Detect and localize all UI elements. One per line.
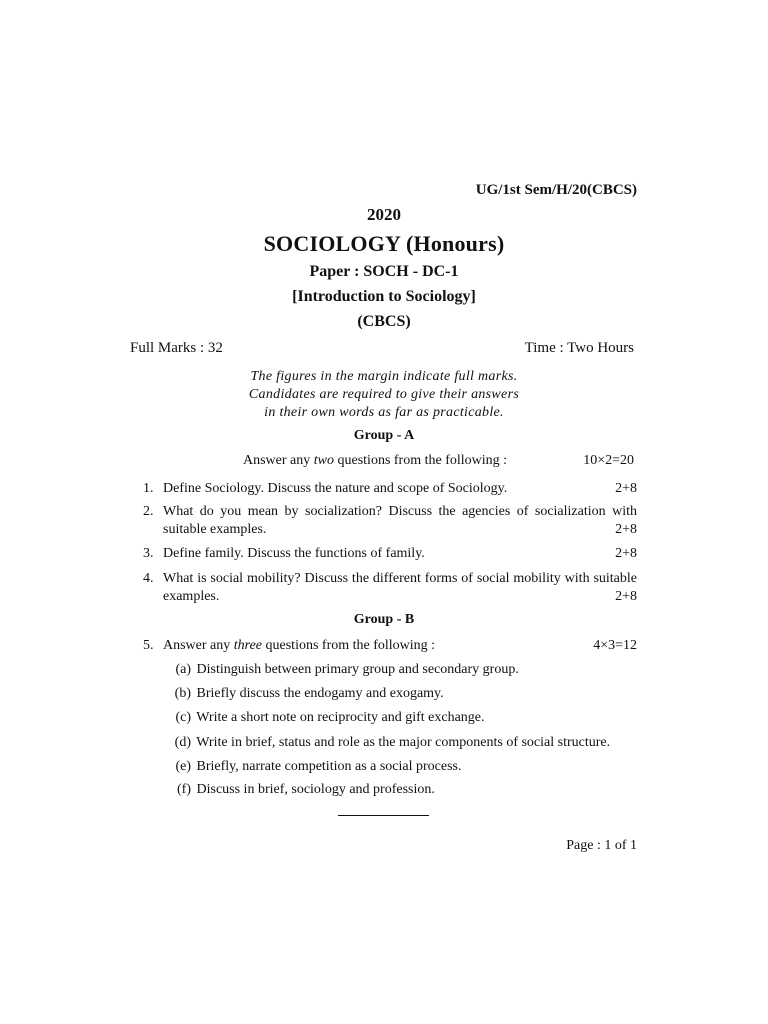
- sub-question-text: Briefly discuss the endogamy and exogamy.: [196, 686, 444, 701]
- instruction-emphasis: three: [233, 638, 263, 653]
- sub-question-text: Write a short note on reciprocity and gift exchange.: [196, 710, 485, 725]
- question-3: [143, 545, 637, 563]
- group-b-heading: Group - B: [353, 612, 415, 627]
- sub-question-e: [165, 758, 637, 776]
- question-text: Define Sociology. Discuss the nature and scope of Sociology.: [163, 481, 508, 496]
- paper-name: Paper : SOCH - DC-1: [309, 263, 459, 280]
- subject-title: SOCIOLOGY (Honours): [263, 231, 505, 256]
- question-marks: 4×3=12: [593, 638, 637, 653]
- exam-year: 2020: [367, 205, 401, 224]
- question-2: [143, 503, 637, 539]
- question-marks: 2+8: [615, 481, 637, 496]
- instruction-text: questions from the following :: [334, 453, 508, 468]
- question-number: 4.: [143, 571, 154, 586]
- group-a-marks: 10×2=20: [583, 453, 634, 468]
- sub-question-text: Discuss in brief, sociology and profession.: [196, 782, 435, 797]
- sub-question-label: (d): [174, 735, 191, 750]
- sub-question-label: (b): [174, 686, 191, 701]
- question-marks: 2+8: [615, 589, 637, 604]
- sub-question-label: (c): [175, 710, 191, 725]
- sub-question-text: Briefly, narrate competition as a social process.: [196, 759, 462, 774]
- sub-question-label: (a): [175, 662, 191, 677]
- sub-question-f: [165, 781, 637, 799]
- time-allowed: Time : Two Hours: [524, 340, 634, 356]
- group-a-instruction: [243, 453, 507, 469]
- page-number: Page : 1 of 1: [566, 838, 637, 853]
- instruction-line: in their own words as far as practicable.: [264, 405, 504, 420]
- course-title: [Introduction to Sociology]: [292, 288, 476, 305]
- question-1: [143, 480, 637, 498]
- group-a-heading: Group - A: [353, 428, 415, 443]
- instruction-emphasis: two: [313, 453, 334, 468]
- instruction-line: The figures in the margin indicate full marks.: [250, 369, 518, 384]
- question-4: [143, 570, 637, 606]
- sub-question-label: (e): [175, 759, 191, 774]
- scheme-label: (CBCS): [357, 313, 411, 330]
- instruction-text: questions from the following :: [262, 638, 436, 653]
- question-marks: 2+8: [615, 522, 637, 537]
- sub-question-text: Write in brief, status and role as the major components of social structure.: [196, 735, 611, 750]
- sub-question-b: [165, 685, 637, 703]
- sub-question-c: [165, 709, 637, 727]
- question-number: 2.: [143, 504, 154, 519]
- sub-question-d: [165, 734, 637, 752]
- question-number: 3.: [143, 546, 154, 561]
- instruction-text: Answer any: [163, 638, 234, 653]
- question-number: 1.: [143, 481, 154, 496]
- end-rule: [338, 815, 429, 816]
- sub-question-label: (f): [177, 782, 191, 797]
- question-number: 5.: [143, 638, 154, 653]
- instruction-line: Candidates are required to give their answers: [248, 387, 520, 402]
- question-text: What is social mobility? Discuss the different forms of social mobility with suitable examples.: [163, 571, 637, 604]
- question-marks: 2+8: [615, 546, 637, 561]
- instruction-text: Answer any: [243, 453, 314, 468]
- question-text: What do you mean by socialization? Discuss the agencies of socialization with suitable examples.: [163, 504, 637, 537]
- question-text: Define family. Discuss the functions of family.: [163, 546, 425, 561]
- sub-question-a: [165, 661, 637, 679]
- instructions: [0, 368, 768, 422]
- full-marks: Full Marks : 32: [130, 340, 223, 356]
- question-5: [143, 637, 637, 655]
- paper-code: UG/1st Sem/H/20(CBCS): [475, 182, 637, 198]
- sub-question-text: Distinguish between primary group and secondary group.: [196, 662, 519, 677]
